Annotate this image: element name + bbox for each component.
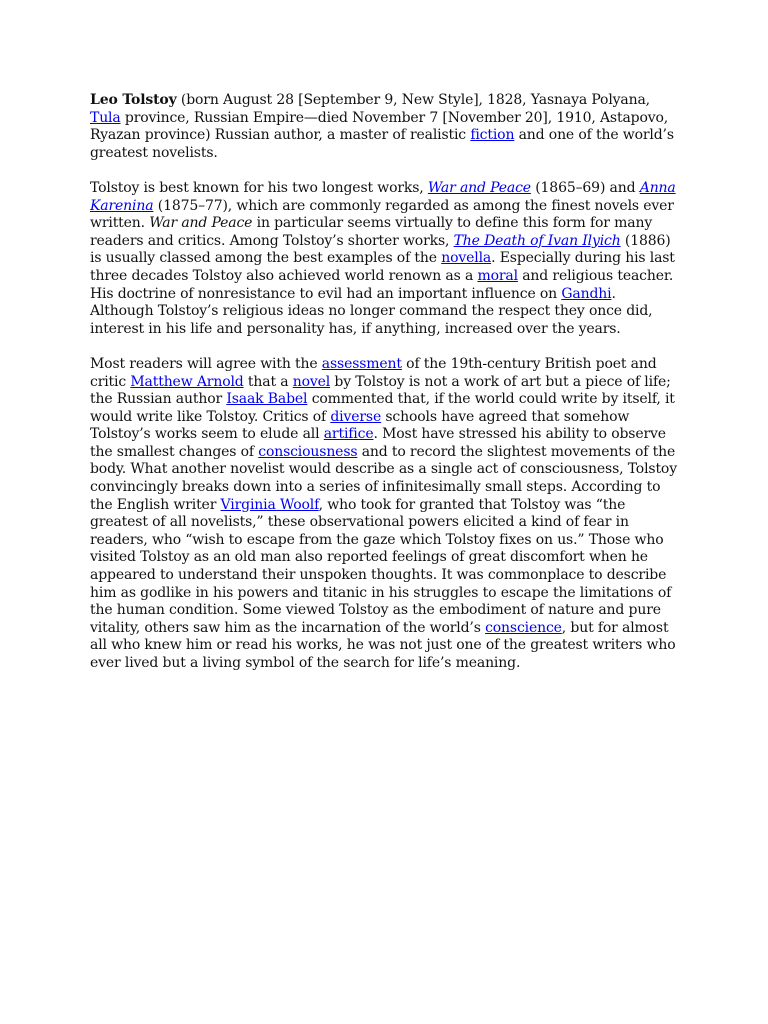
text-run: and religious teacher. His doctrine of nonresistance to evil had an important influence on xyxy=(90,267,674,302)
article-subject: Leo Tolstoy xyxy=(90,92,177,108)
link-moral[interactable]: moral xyxy=(477,267,518,284)
text-run: . Although Tolstoy’s religious ideas no longer command the respect they once did, interest in his life and personality has, if anything, increased over the years. xyxy=(90,285,653,337)
text-run: by Tolstoy is not a work of art but a piece of life; the Russian author xyxy=(90,373,671,408)
link-death-of-ivan-ilyich[interactable] xyxy=(454,233,621,249)
text-run: , but for almost all who knew him or read his works, he was not just one of the greatest writers who ever lived but a living symbol of the search for life’s meaning. xyxy=(90,619,676,671)
link-tula[interactable]: Tula xyxy=(90,109,121,126)
text-run: (1865–69) and xyxy=(530,179,640,196)
text-run: (1886) is usually classed among the best examples of the xyxy=(90,232,671,267)
text-run: . Most have stressed his ability to observe the smallest changes of xyxy=(90,426,666,460)
text-run: province, Russian Empire—died November 7 [November 20], 1910, Astapovo, Ryazan province) Russian author, a master of realistic xyxy=(90,109,669,144)
link-fiction[interactable]: fiction xyxy=(470,127,515,144)
text-run: Most readers will agree with the xyxy=(90,355,322,372)
text-run: and one of the world’s greatest novelists. xyxy=(90,127,674,161)
link-diverse[interactable]: diverse xyxy=(330,408,382,425)
link-novella[interactable]: novella xyxy=(441,250,492,267)
text-run: . Especially during his last three decades Tolstoy also achieved world renown as a xyxy=(90,250,675,284)
text-run: and to record the slightest movements of the body. What another novelist would describe as a single act of consciousness, Tolstoy convincingly breaks down into a series of infinitesimally small steps. According to the English writer xyxy=(90,443,677,513)
link-conscience[interactable]: conscience xyxy=(485,619,562,636)
text-run: Tolstoy is best known for his two longest works, xyxy=(90,179,428,196)
paragraph-intro xyxy=(90,92,680,162)
link-matthew-arnold[interactable]: Matthew Arnold xyxy=(130,373,244,390)
document-page xyxy=(90,92,680,690)
link-war-and-peace-title: War and Peace xyxy=(427,179,531,196)
paragraph-works xyxy=(90,180,680,338)
link-war-and-peace[interactable] xyxy=(428,180,531,196)
text-run: that a xyxy=(243,373,293,390)
text-run: , who took for granted that Tolstoy was “the greatest of all novelists,” these observational powers elicited a kind of fear in readers, who “wish to escape from the gaze which Tolstoy fixes on us.” Those who visited Tolstoy as an old man also reported feelings of great discomfort when he appeared to understand their unspoken thoughts. It was commonplace to describe him as godlike in his powers and titanic in his struggles to escape the limitations of the human condition. Some viewed Tolstoy as the embodiment of nature and pure vitality, others saw him as the incarnation of the world’s xyxy=(90,496,672,636)
link-assessment[interactable]: assessment xyxy=(321,355,402,372)
paragraph-assessment xyxy=(90,356,680,673)
link-death-of-ivan-ilyich-title: The Death of Ivan Ilyich xyxy=(453,232,621,249)
text-run: commented that, if the world could write by itself, it would write like Tolstoy. Critics of xyxy=(90,391,675,425)
link-consciousness[interactable]: consciousness xyxy=(258,443,358,460)
link-artifice[interactable]: artifice xyxy=(323,426,374,443)
link-isaak-babel[interactable]: Isaak Babel xyxy=(226,391,308,408)
link-anna-karenina-title: Anna Karenina xyxy=(90,179,676,214)
text-run: (born August 28 [September 9, New Style], 1828, Yasnaya Polyana, xyxy=(176,92,650,108)
link-virginia-woolf[interactable]: Virginia Woolf xyxy=(220,496,319,513)
title-war-and-peace: War and Peace xyxy=(149,215,253,232)
text-run: of the 19th-century British poet and critic xyxy=(90,355,657,390)
link-novel[interactable]: novel xyxy=(292,373,331,390)
text-run: schools have agreed that somehow Tolstoy’s works seem to elude all xyxy=(90,408,630,443)
text-run: in particular seems virtually to define this form for many readers and critics. Among Tolstoy’s shorter works, xyxy=(90,215,653,249)
text-run: (1875–77), which are commonly regarded as among the finest novels ever written. xyxy=(90,197,674,232)
link-gandhi[interactable]: Gandhi xyxy=(561,285,612,302)
